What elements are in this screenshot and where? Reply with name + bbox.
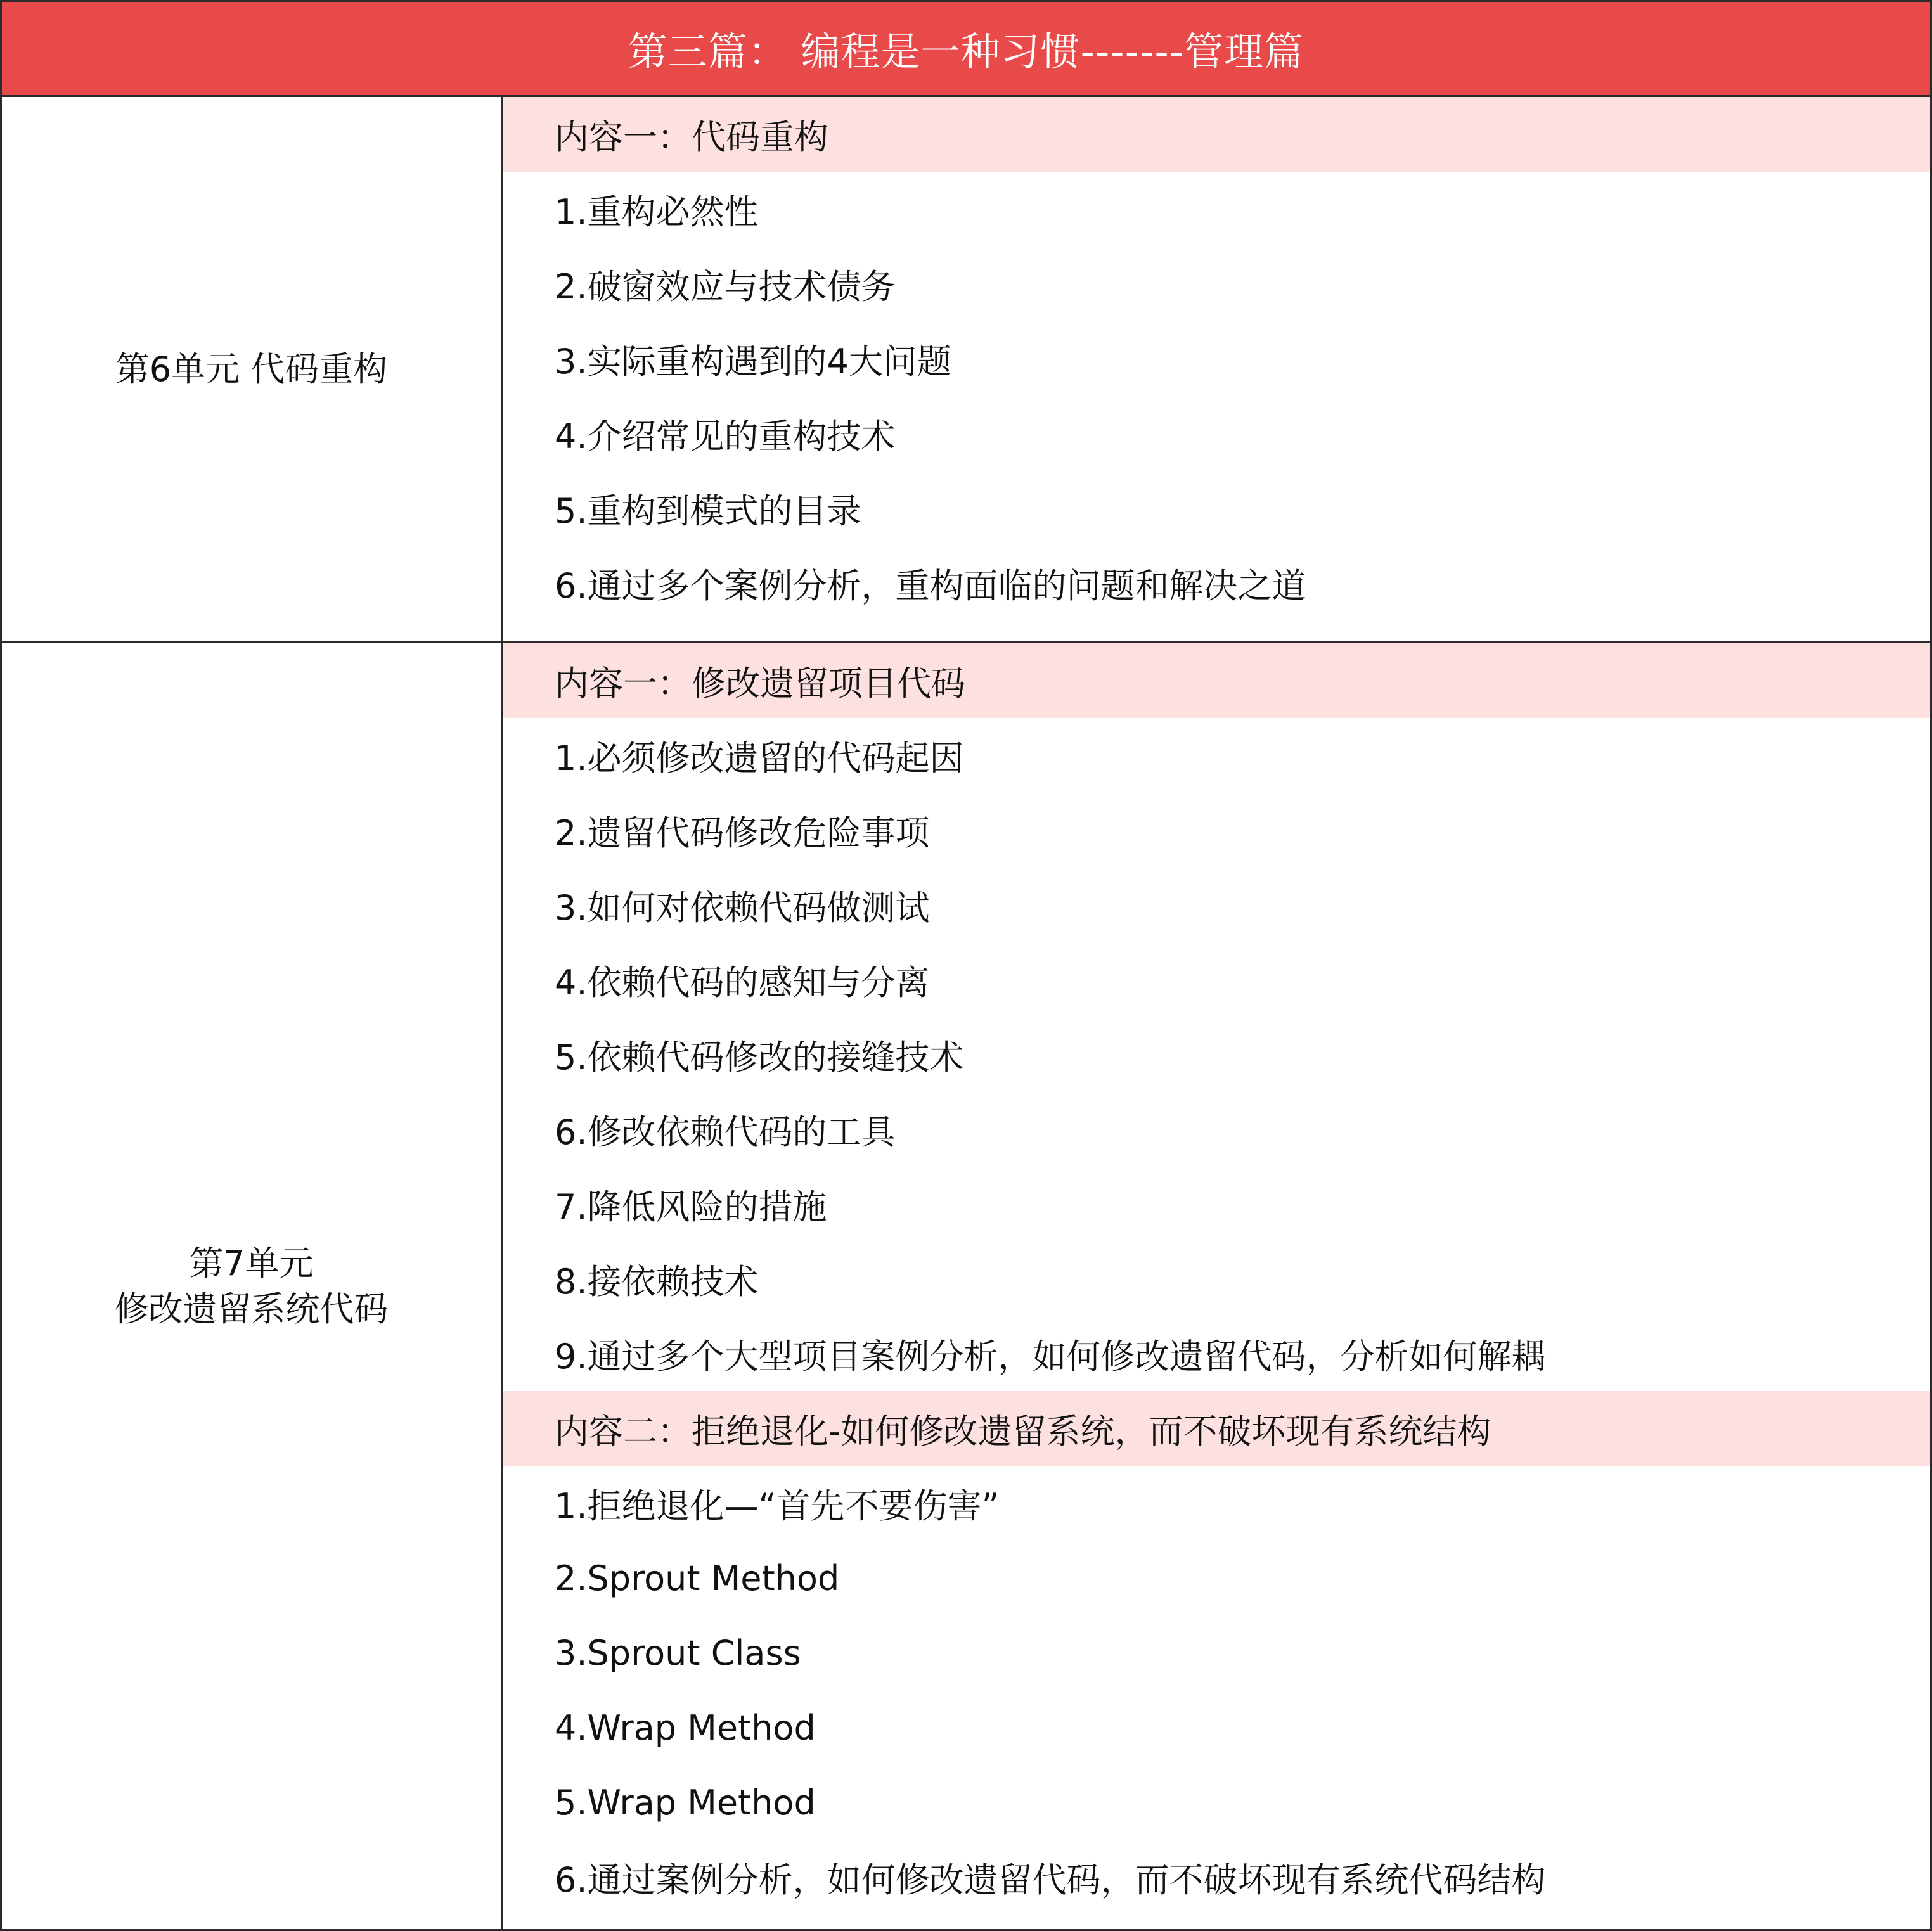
list-item: 4.介绍常见的重构技术 (555, 416, 896, 456)
list-item: 5.Wrap Method (555, 1782, 816, 1823)
list-item: 9.通过多个大型项目案例分析，如何修改遗留代码，分析如何解耦 (555, 1336, 1546, 1376)
list-item: 3.实际重构遇到的4大问题 (555, 341, 951, 382)
list-item: 1.必须修改遗留的代码起因 (555, 738, 964, 778)
list-item: 6.修改依赖代码的工具 (555, 1112, 896, 1152)
list-item: 2.遗留代码修改危险事项 (555, 812, 930, 853)
list-item: 2.Sprout Method (555, 1558, 840, 1598)
list-item: 6.通过案例分析，如何修改遗留代码，而不破坏现有系统代码结构 (555, 1859, 1546, 1900)
list-item: 3.如何对依赖代码做测试 (555, 887, 930, 928)
section-heading: 内容一：修改遗留项目代码 (503, 643, 1930, 718)
list-item: 1.重构必然性 (555, 191, 759, 232)
list-item: 4.Wrap Method (555, 1707, 816, 1748)
list-item: 8.接依赖技术 (555, 1261, 759, 1302)
list-item: 3.Sprout Class (555, 1633, 801, 1673)
unit-7-label-line-1: 第7单元 (189, 1243, 314, 1283)
unit-6-content (503, 97, 1930, 641)
list-item: 2.破窗效应与技术债务 (555, 266, 896, 307)
section-heading: 内容一：代码重构 (503, 97, 1930, 172)
unit-6-block (2, 97, 1930, 643)
title-bar (2, 2, 1930, 97)
list-item: 5.依赖代码修改的接缝技术 (555, 1037, 964, 1077)
unit-7-content (503, 643, 1930, 1929)
list-item: 1.拒绝退化—“首先不要伤害” (555, 1485, 1000, 1526)
list-item: 7.降低风险的措施 (555, 1186, 827, 1227)
unit-7-label-line-2: 修改遗留系统代码 (114, 1288, 389, 1329)
unit-7-block (2, 643, 1930, 1929)
unit-7-label (2, 643, 503, 1929)
list-item: 4.依赖代码的感知与分离 (555, 962, 930, 1003)
section-heading: 内容二：拒绝退化-如何修改遗留系统，而不破坏现有系统结构 (503, 1391, 1930, 1466)
unit-6-label (2, 97, 503, 641)
page-title: 第三篇： 编程是一种习惯-------管理篇 (628, 29, 1304, 75)
unit-6-label-line: 第6单元 代码重构 (115, 349, 388, 389)
list-item: 5.重构到模式的目录 (555, 491, 861, 531)
list-item: 6.通过多个案例分析，重构面临的问题和解决之道 (555, 565, 1306, 606)
